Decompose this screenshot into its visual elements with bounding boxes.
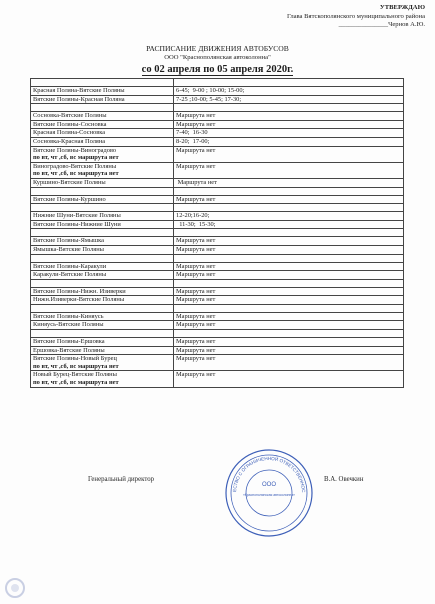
route-cell — [31, 195, 174, 204]
table-row — [31, 178, 404, 187]
route-name: Вятские Поляны-Куршино — [33, 195, 106, 203]
stamp-center-text: «Краснополянская автоколонна» — [242, 493, 296, 497]
route-cell — [31, 187, 174, 195]
table-row — [31, 137, 404, 146]
route-cell — [31, 204, 174, 212]
doc-title: РАСПИСАНИЕ ДВИЖЕНИЯ АВТОБУСОВ — [146, 44, 289, 53]
schedule-table — [30, 78, 404, 388]
table-row — [31, 162, 404, 178]
times-cell — [174, 304, 404, 312]
table-row — [31, 296, 404, 305]
route-name: Вятские Поляны-Виноградово — [33, 146, 117, 154]
table-row — [31, 338, 404, 347]
times-cell: Маршрута нет — [174, 338, 404, 347]
times-cell: 11-30; 15-30; — [174, 220, 404, 229]
table-row — [31, 321, 404, 330]
route-note: по вт, чт ,сб, вс маршрута нет — [33, 362, 119, 370]
route-name: Каракули-Вятские Поляны — [33, 271, 107, 279]
times-cell — [174, 187, 404, 195]
table-row — [31, 79, 404, 87]
times-cell: 7-25 ;10-00; 5-45; 17-30; — [174, 95, 404, 104]
route-name: Ершовка-Вятские Поляны — [33, 346, 105, 354]
route-name: Вятские Поляны-Каракули — [33, 262, 107, 270]
approval-heading: УТВЕРЖДАЮ — [379, 4, 425, 11]
table-row — [31, 245, 404, 254]
route-cell — [31, 296, 174, 305]
table-row — [31, 279, 404, 287]
route-name: Вятские Поляны-Ершовка — [33, 338, 105, 346]
route-cell — [31, 79, 174, 87]
company-name: ООО "Краснополянская автоколонна" — [164, 54, 271, 61]
route-cell — [31, 162, 174, 178]
table-row — [31, 355, 404, 371]
route-cell — [31, 87, 174, 96]
scan-logo-icon — [4, 577, 26, 599]
table-row — [31, 312, 404, 321]
table-row — [31, 220, 404, 229]
period-title — [0, 64, 435, 75]
route-name: Вятские Поляны-Ямышка — [33, 237, 104, 245]
route-cell — [31, 262, 174, 271]
table-row — [31, 129, 404, 138]
route-cell — [31, 137, 174, 146]
route-name: Вятские Поляны-Сосновка — [33, 120, 107, 128]
times-cell: Маршрута нет — [174, 245, 404, 254]
route-note: по вт, чт ,сб, вс маршрута нет — [33, 379, 119, 387]
approval-signature-line: _______________Чернов А.Ю. — [338, 21, 425, 29]
times-cell: Маршрута нет — [174, 321, 404, 330]
route-name: Вятские Поляны-Нижн. Изиверки — [33, 287, 126, 295]
table-row — [31, 195, 404, 204]
director-name: В.А. Овечкин — [324, 476, 364, 483]
stamp-top-text: ООО — [261, 482, 277, 488]
times-cell: 12-20;16-20; — [174, 212, 404, 221]
table-row — [31, 304, 404, 312]
times-cell — [174, 279, 404, 287]
times-cell — [174, 229, 404, 237]
table-row — [31, 237, 404, 246]
times-cell: Маршрута нет — [174, 162, 404, 178]
route-name: Вятские Поляны-Красная Поляна — [33, 95, 125, 103]
times-cell: Маршрута нет — [174, 355, 404, 371]
route-cell — [31, 321, 174, 330]
route-cell — [31, 312, 174, 321]
approval-block — [287, 4, 425, 30]
route-name: Сосновка-Вятские Поляны — [33, 112, 107, 120]
route-cell — [31, 104, 174, 112]
times-cell: Маршрута нет — [174, 195, 404, 204]
table-row — [31, 87, 404, 96]
route-name: Вятские Поляны-Новый Бурец — [33, 355, 117, 363]
route-cell — [31, 304, 174, 312]
times-cell: Маршрута нет — [174, 178, 404, 187]
table-row — [31, 262, 404, 271]
route-name: Новый Бурец-Вятские Поляны — [33, 371, 117, 379]
route-cell — [31, 120, 174, 129]
times-cell — [174, 79, 404, 87]
route-cell — [31, 371, 174, 387]
times-cell: Маршрута нет — [174, 237, 404, 246]
table-row — [31, 371, 404, 387]
times-cell — [174, 204, 404, 212]
times-cell — [174, 254, 404, 262]
route-name: Киняусь-Вятские Поляны — [33, 321, 104, 329]
route-cell — [31, 146, 174, 162]
route-cell — [31, 95, 174, 104]
table-row — [31, 104, 404, 112]
route-cell — [31, 330, 174, 338]
route-name: Красная Поляна-Вятские Поляны — [33, 87, 125, 94]
route-name: Виноградово-Вятские Поляны — [33, 162, 117, 170]
times-cell: Маршрута нет — [174, 312, 404, 321]
company-stamp — [224, 448, 314, 538]
route-cell — [31, 112, 174, 121]
times-cell — [174, 104, 404, 112]
times-cell: Маршрута нет — [174, 271, 404, 280]
table-row — [31, 146, 404, 162]
table-row — [31, 271, 404, 280]
route-cell — [31, 338, 174, 347]
times-cell: 8-20; 17-00; — [174, 137, 404, 146]
route-cell — [31, 346, 174, 355]
route-cell — [31, 355, 174, 371]
times-cell: Маршрута нет — [174, 146, 404, 162]
route-cell — [31, 229, 174, 237]
route-cell — [31, 237, 174, 246]
route-cell — [31, 212, 174, 221]
route-cell — [31, 287, 174, 296]
times-cell: Маршрута нет — [174, 262, 404, 271]
route-cell — [31, 178, 174, 187]
times-cell: 6-45; 9-00 ; 10-00; 15-00; — [174, 87, 404, 96]
table-row — [31, 95, 404, 104]
times-cell: Маршрута нет — [174, 346, 404, 355]
times-cell: Маршрута нет — [174, 112, 404, 121]
table-row — [31, 187, 404, 195]
times-cell: Маршрута нет — [174, 120, 404, 129]
approval-position: Глава Вятскополянского муниципального района — [287, 12, 425, 20]
table-row — [31, 212, 404, 221]
route-name: Нижн.Изиверки-Вятские Поляны — [33, 296, 125, 304]
route-name: Ямышка-Вятские Поляны — [33, 245, 104, 253]
times-cell: Маршрута нет — [174, 287, 404, 296]
route-note: по вт, чт ,сб, вс маршрута нет — [33, 154, 119, 162]
route-name: Куршино-Вятские Поляны — [33, 178, 106, 186]
route-name: Нижние Шуни-Вятские Поляны — [33, 212, 121, 220]
table-row — [31, 330, 404, 338]
times-cell: Маршрута нет — [174, 371, 404, 387]
route-name: Вятские Поляны-Киняусь — [33, 312, 104, 320]
route-note: по вт, чт ,сб, вс маршрута нет — [33, 170, 119, 178]
times-cell: Маршрута нет — [174, 296, 404, 305]
table-row — [31, 120, 404, 129]
table-row — [31, 346, 404, 355]
times-cell — [174, 330, 404, 338]
route-cell — [31, 220, 174, 229]
director-title: Генеральный директор — [88, 476, 154, 483]
route-cell — [31, 129, 174, 138]
route-cell — [31, 245, 174, 254]
svg-text:ОБЩЕСТВО С ОГРАНИЧЕННОЙ ОТВЕТС: ЕСТВО С ОГРАНИЧЕННОЙ ОТВЕТСТВЕННОС — [231, 455, 307, 493]
route-cell — [31, 271, 174, 280]
table-row — [31, 112, 404, 121]
table-row — [31, 229, 404, 237]
times-cell: 7-40; 16-30 — [174, 129, 404, 138]
route-name: Красная Поляна-Сосновка — [33, 129, 106, 137]
route-cell — [31, 254, 174, 262]
period-text: со 02 апреля по 05 апреля 2020г. — [141, 64, 294, 75]
table-row — [31, 204, 404, 212]
table-row — [31, 254, 404, 262]
route-name: Вятские Поляны-Нижние Шуни — [33, 220, 121, 228]
route-cell — [31, 279, 174, 287]
route-name: Сосновка-Красная Поляна — [33, 137, 106, 145]
table-row — [31, 287, 404, 296]
